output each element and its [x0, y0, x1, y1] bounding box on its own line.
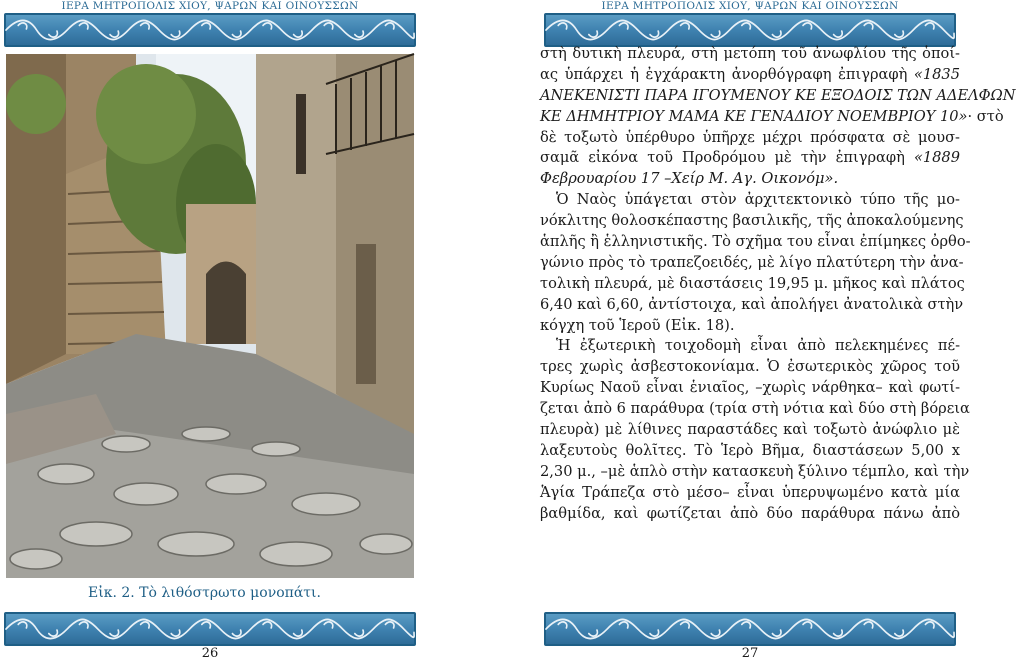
text-line: Κυρίως Ναοῦ εἶναι ἑνιαῖος, –χωρὶς νάρθηκα– καὶ φωτί- — [540, 379, 960, 397]
right-page — [540, 0, 1016, 664]
running-head-right: ΙΕΡΑ ΜΗΤΡΟΠΟΛΙΣ ΧΙΟΥ, ΨΑΡΩΝ ΚΑΙ ΟΙΝΟΥΣΣΩΝ — [601, 0, 899, 12]
text-line — [540, 65, 960, 86]
text-line: ζεται ἀπὸ 6 παράθυρα (τρία στὴ νότια καὶ δύο στὴ βόρεια — [540, 400, 970, 418]
ornament-band-bottom-right — [544, 612, 956, 646]
text-line — [540, 148, 960, 169]
figure-caption: Εἰκ. 2. Τὸ λιθόστρωτο μονοπάτι. — [88, 585, 321, 601]
text-line: Ἡ ἐξωτερικὴ τοιχοδομὴ εἶναι ἀπὸ πελεκημένες πέ- — [556, 337, 960, 355]
text-line: λαξευτοὺς θολῖτες. Τὸ Ἱερὸ Βῆμα, διαστάσεων 5,00 x — [540, 441, 960, 459]
text-line: βαθμίδα, καὶ φωτίζεται ἀπὸ δύο παράθυρα πάνω ἀπὸ — [540, 504, 960, 522]
text-line: γώνιο πρὸς τὸ τραπεζοειδές, μὲ λίγο πλατύτερη τὴν ἀνα- — [540, 253, 964, 271]
text-fragment-italic: ΚΕ ΔΗΜΗΤΡΙΟΥ ΜΑΜΑ ΚΕ ΓΕΝΑΔΙΟΥ ΝΟΕΜΒΡΙΟΥ 10» — [540, 107, 968, 125]
left-page — [0, 0, 420, 664]
text-line: ἁπλῆς ἢ ἑλληνιστικῆς. Τὸ σχῆμα του εἶναι ἐπίμηκες ὀρθο- — [540, 233, 971, 251]
text-fragment-italic: «1889 — [913, 149, 961, 167]
text-line-italic: Φεβρουαρίου 17 –Χείρ Μ. Αγ. Οικονόμ». — [540, 170, 839, 188]
text-line: νόκλιτης θολοσκέπαστης βασιλικῆς, τῆς ἀποκαλούμενης — [540, 212, 964, 230]
body-text — [540, 44, 1016, 524]
ornament-pattern — [546, 614, 954, 644]
text-line-italic: ΑΝΕΚΕΝΙΣΤΙ ΠΑΡΑ ΙΓΟΥΜΕΝΟΥ ΚΕ ΕΞΟΔΟΙΣ ΤΩΝ ΑΔΕΛΦΩΝ — [540, 86, 1016, 104]
text-line: 2,30 μ., –μὲ ἁπλὸ στὴν κατασκευὴ ξύλινο τέμπλο, καὶ τὴν — [540, 462, 970, 480]
page-number-left: 26 — [201, 646, 219, 661]
text-line: δὲ τοξωτὸ ὑπέρθυρο ὑπῆρχε μέχρι πρόσφατα σὲ μουσ- — [540, 128, 960, 146]
figure-photo-stone-path — [6, 54, 414, 578]
ornament-pattern — [6, 15, 414, 45]
ornament-pattern — [546, 15, 954, 45]
text-fragment: ας ὑπάρχει ἡ ἐγχάρακτη ἀνορθόγραφη ἐπιγραφὴ — [540, 65, 908, 83]
text-line: τολικὴ πλευρά, μὲ διαστάσεις 19,95 μ. μῆκος καὶ πλάτος — [540, 274, 965, 292]
text-line: στὴ δυτικὴ πλευρά, στὴ μετόπη τοῦ ἀνωφλίου τῆς ὁποί- — [540, 45, 960, 62]
text-line: πλευρὰ) μὲ λίθινες παραστάδες καὶ τοξωτὸ ἀνώφλιο μὲ — [540, 421, 960, 439]
page-number-right: 27 — [741, 646, 759, 661]
text-line: Ἁγία Τράπεζα στὸ μέσο– εἶναι ὑπερυψωμένο κατὰ μία — [540, 483, 960, 501]
text-line: τρες χωρὶς ἀσβεστοκονίαμα. Ὁ ἐσωτερικὸς χῶρος τοῦ — [540, 358, 960, 376]
running-head-left: ΙΕΡΑ ΜΗΤΡΟΠΟΛΙΣ ΧΙΟΥ, ΨΑΡΩΝ ΚΑΙ ΟΙΝΟΥΣΣΩΝ — [61, 0, 359, 12]
text-line: 6,40 καὶ 6,60, ἀντίστοιχα, καὶ ἀπολήγει ἀνατολικὰ στὴν — [540, 295, 964, 313]
text-fragment: σαμᾶ εἰκόνα τοῦ Προδρόμου μὲ τὴν ἐπιγραφὴ — [540, 149, 905, 167]
text-fragment-italic: «1835 — [913, 65, 960, 83]
ornament-band-bottom-left — [4, 612, 416, 646]
ornament-band-top-right — [544, 13, 956, 47]
text-fragment: · στὸ — [967, 107, 1004, 125]
text-line: κόγχη τοῦ Ἱεροῦ (Εἰκ. 18). — [540, 316, 735, 334]
ornament-pattern — [6, 614, 414, 644]
text-line: Ὁ Ναὸς ὑπάγεται στὸν ἀρχιτεκτονικὸ τύπο τῆς μο- — [556, 191, 960, 209]
ornament-band-top-left — [4, 13, 416, 47]
text-line — [540, 107, 1004, 128]
